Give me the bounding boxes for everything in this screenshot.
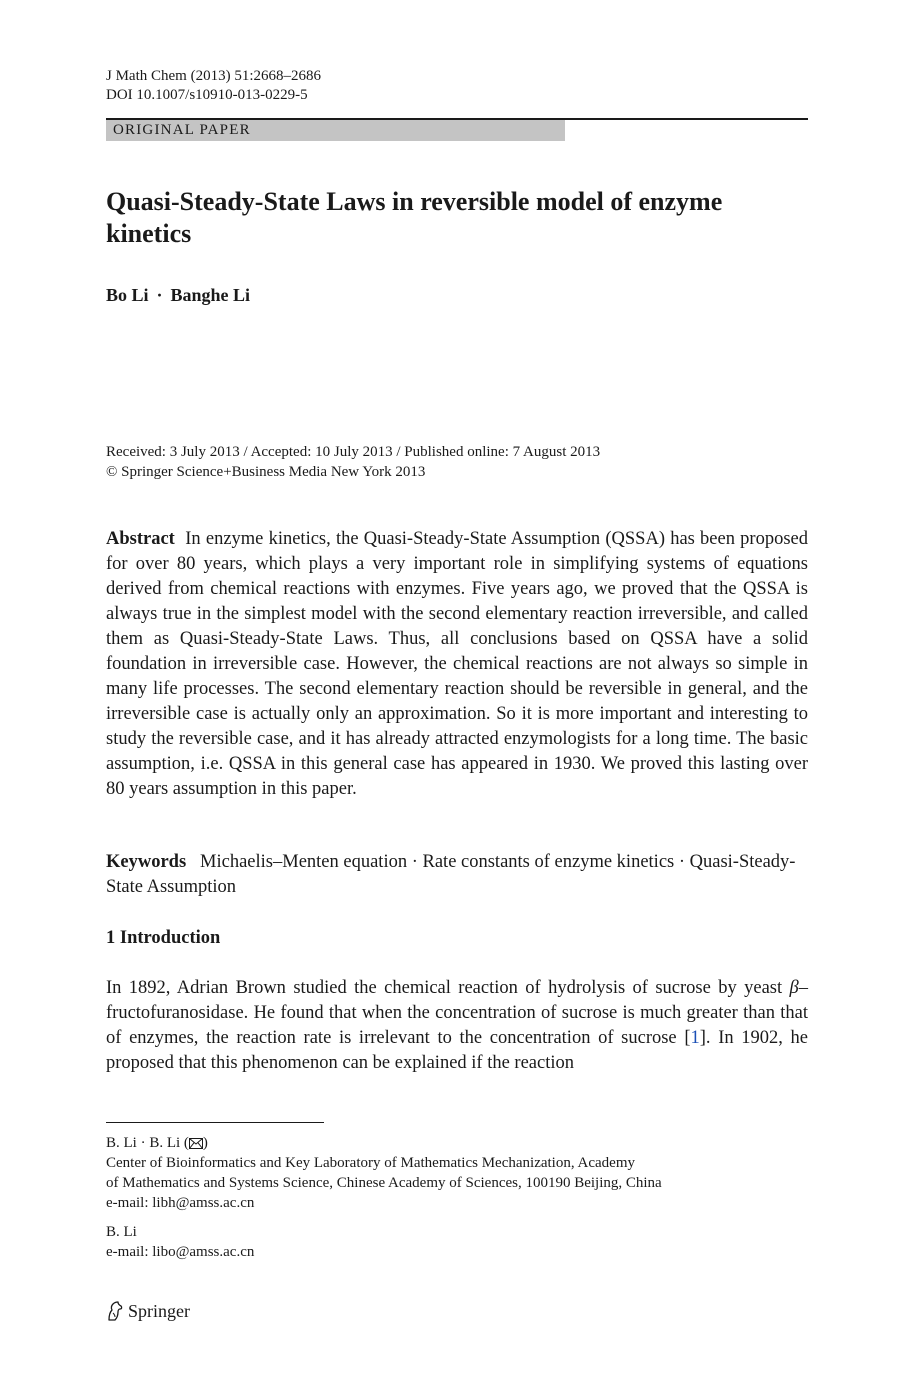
author-footnote: [106, 1133, 662, 1213]
footnote-authors-text: B. Li · B. Li (: [106, 1135, 189, 1151]
footnote-author: B. Li: [106, 1224, 137, 1240]
paper-title: Quasi-Steady-State Laws in reversible model of enzyme kinetics: [106, 187, 723, 248]
author-name: Banghe Li: [170, 285, 251, 305]
keywords-label: Keywords: [106, 852, 187, 872]
author-name: Bo Li: [106, 285, 149, 305]
article-type-badge: ORIGINAL PAPER: [106, 120, 565, 141]
journal-doi: DOI 10.1007/s10910-013-0229-5: [106, 87, 308, 103]
section-heading: 1 Introduction: [106, 928, 221, 948]
footnote-rule: [106, 1122, 324, 1123]
second-author-footnote: [106, 1222, 254, 1262]
paper-page: [106, 0, 808, 1388]
footnote-authors-close: ): [202, 1135, 208, 1151]
affiliation-line: Center of Bioinformatics and Key Laboratory of Mathematics Mechanization, Academy: [106, 1155, 635, 1171]
abstract-label: Abstract: [106, 529, 175, 549]
citation-bracket: ]: [699, 1028, 706, 1048]
abstract: [106, 527, 808, 802]
citation-link[interactable]: 1: [690, 1028, 700, 1048]
keywords: [106, 850, 808, 900]
intro-text: . In 1902, he proposed that this phenomenon can be explained if the reaction: [106, 1028, 808, 1073]
author-separator: ·: [156, 285, 163, 305]
keywords-text: Michaelis–Menten equation · Rate constants of enzyme kinetics · Quasi-Steady-State Assumption: [106, 852, 796, 897]
received-dates: Received: 3 July 2013 / Accepted: 10 July 2013 / Published online: 7 August 2013: [106, 444, 601, 460]
abstract-text: In enzyme kinetics, the Quasi-Steady-State Assumption (QSSA) has been proposed for over 80 years, which plays a very important role in simplifying systems of equations derived from chemical reactions with enzymes. Five years ago, we proved that the QSSA is always true in the simplest model with the second elementary reaction irreversible, and called them as Quasi-Steady-State Laws. Thus, all conclusions based on QSSA have a solid foundation in irreversible case. However, the chemical reactions are not always so simple in many life processes. The second elementary reaction should be reversible in general, and the irreversible case is actually only an approximation. So it is more important and interesting to study the reversible case, and it has already attracted enzymologists for a long time. The basic assumption, i.e. QSSA in this general case has appeared in 1930. We proved this lasting over 80 years assumption in this paper.: [106, 529, 808, 799]
intro-text: –fructofuranosidase. He found that when the concentration of sucrose is much greater than that of enzymes, the reaction rate is irrelevant to the concentration of sucrose: [106, 978, 808, 1048]
publisher-name: Springer: [128, 1301, 190, 1321]
envelope-icon: [189, 1138, 203, 1149]
author-list: [106, 283, 250, 307]
journal-header: [106, 67, 321, 105]
email-line: e-mail: libh@amss.ac.cn: [106, 1195, 255, 1211]
springer-horse-icon: [106, 1301, 124, 1321]
intro-text: In 1892, Adrian Brown studied the chemical reaction of hydrolysis of sucrose by yeast: [106, 978, 790, 998]
affiliation-line: of Mathematics and Systems Science, Chinese Academy of Sciences, 100190 Beijing, China: [106, 1175, 662, 1191]
publication-dates: [106, 442, 600, 482]
journal-citation: J Math Chem (2013) 51:2668–2686: [106, 68, 321, 84]
copyright-line: © Springer Science+Business Media New York 2013: [106, 464, 426, 480]
intro-paragraph: [106, 976, 808, 1076]
email-line: e-mail: libo@amss.ac.cn: [106, 1244, 255, 1260]
beta-symbol: β: [789, 978, 799, 998]
footnote-authors: [106, 1133, 662, 1153]
publisher-logo: [106, 1299, 190, 1323]
citation-bracket: [: [684, 1028, 691, 1048]
